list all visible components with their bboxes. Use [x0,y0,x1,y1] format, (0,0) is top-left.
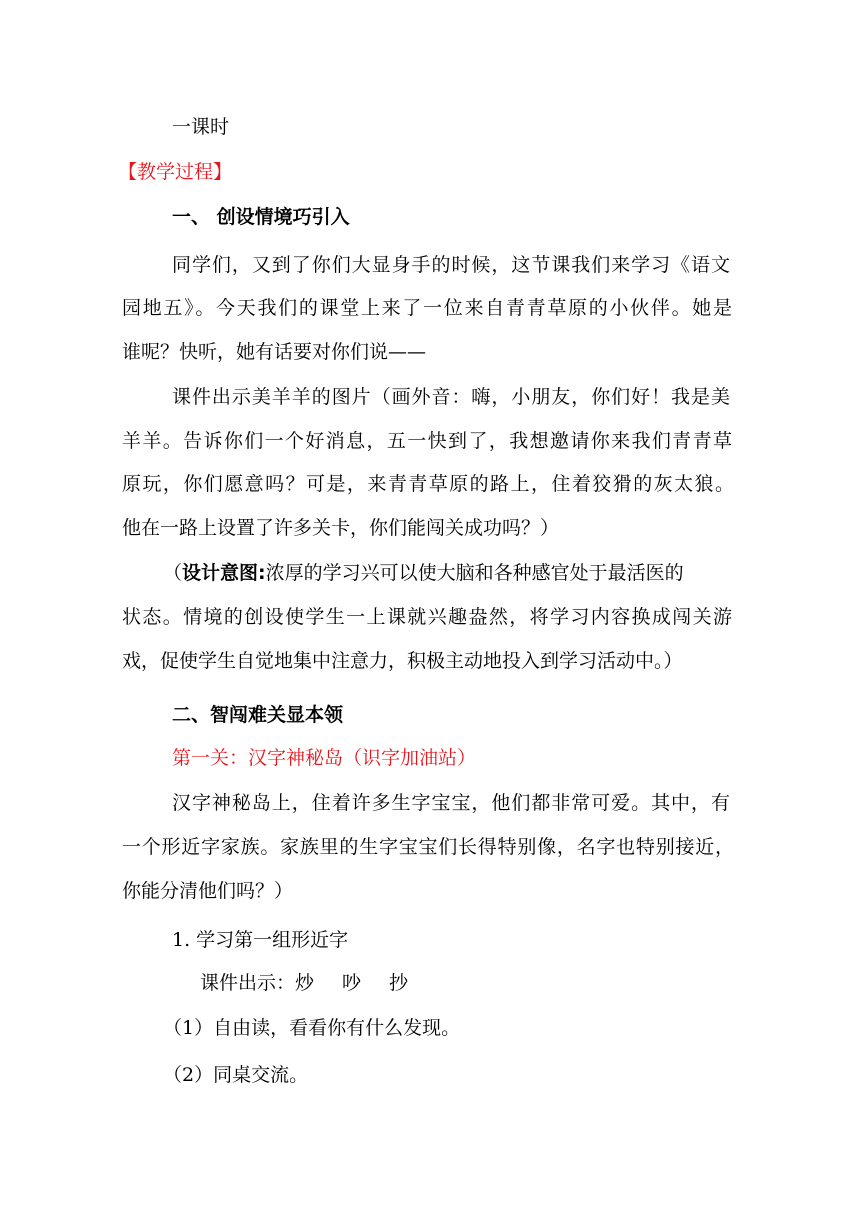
para1-line3: 谁呢？快听，她有话要对你们说—— [122,341,427,363]
item1-heading: 1. 学习第一组形近字 [172,929,349,951]
para2-line4: 他在一路上设置了许多关卡，你们能闯关成功吗？） [122,517,560,539]
char-2: 吵 [342,972,362,994]
level1-para-line2: 一个形近字家族。家族里的生字宝宝们长得特别像，名字也特别接近， [122,836,734,858]
process-heading: 【教学过程】 [118,161,233,183]
lesson-time: 一课时 [172,116,230,138]
step1: （1）自由读，看看你有什么发现。 [163,1017,461,1039]
char-3: 抄 [389,972,409,994]
para2-line2: 羊羊。告诉你们一个好消息，五一快到了，我想邀请你来我们青青草 [122,430,732,452]
courseware-chars-line [200,971,820,995]
design-intent-label: 设计意图: [182,562,266,584]
para1-line2: 园地五》。今天我们的课堂上来了一位来自青青草原的小伙伴。她是 [122,297,732,319]
design-intent-line2: 状态。情境的创设使学生一上课就兴趣盎然，将学习内容换成闯关游 [122,606,732,628]
para2-line1: 课件出示美羊羊的图片（画外音：嗨，小朋友，你们好！我是美 [172,386,730,408]
char-1: 炒 [295,972,315,994]
section1-heading: 一、 创设情境巧引入 [172,206,350,228]
para2-line3: 原玩，你们愿意吗？可是，来青青草原的路上，住着狡猾的灰太狼。 [122,473,734,495]
design-open-paren: （ [163,562,183,584]
level1-para-line3: 你能分清他们吗？） [122,880,294,902]
step2: （2）同桌交流。 [163,1064,309,1086]
level1-para-line1: 汉字神秘岛上，住着许多生字宝宝，他们都非常可爱。其中，有 [172,792,730,814]
section2-heading: 二、智闯难关显本领 [172,704,344,726]
design-intent-text: 浓厚的学习兴可以使大脑和各种感官处于最活医的 [265,562,684,584]
level1-title: 第一关：汉字神秘岛（识字加油站） [172,747,477,769]
design-intent-line3: 戏，促使学生自觉地集中注意力，积极主动地投入到学习活动中。） [122,650,683,672]
courseware-label: 课件出示： [200,972,296,994]
para1-line1: 同学们，又到了你们大显身手的时候，这节课我们来学习《语文 [172,254,730,276]
design-intent-line1 [163,561,733,585]
